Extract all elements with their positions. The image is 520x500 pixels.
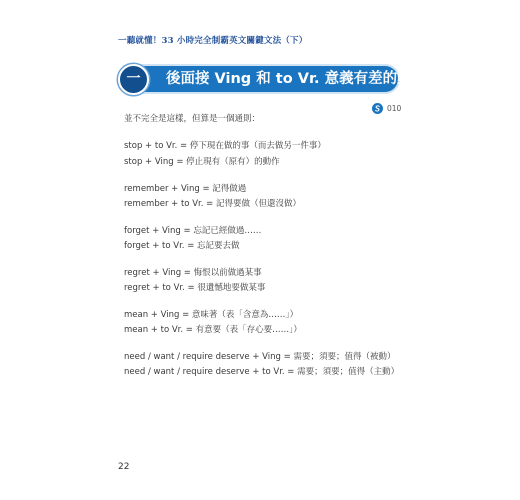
rule-line: mean + Ving = 意味著（表「含意為……」） (124, 310, 299, 320)
audio-track-icon[interactable] (372, 103, 383, 114)
rule-line: stop + Ving = 停止現有（原有）的動作 (124, 157, 280, 167)
rule-line: remember + to Vr. = 記得要做（但還沒做） (124, 199, 301, 209)
rule-line: need / want / require deserve + Ving = 需要；須要；值得（被動） (124, 352, 396, 362)
rule-line: regret + Ving = 悔恨以前做過某事 (124, 268, 262, 278)
intro-text: 並不完全是這樣，但算是一個通則： (124, 114, 261, 124)
section-number-badge: 一 (118, 64, 149, 95)
rule-line: mean + to Vr. = 有意要（表「存心要……」） (124, 325, 302, 335)
rule-line: forget + to Vr. = 忘記要去做 (124, 241, 240, 251)
section-title-pill (128, 66, 427, 92)
audio-track-number: 010 (387, 103, 402, 113)
section-banner (118, 64, 427, 95)
audio-track[interactable] (372, 102, 401, 114)
running-header: 一聽就懂！33 小時完全制霸英文關鍵文法（下） (118, 36, 308, 46)
rule-line: need / want / require deserve + to Vr. = 需要；須要；值得（主動） (124, 367, 400, 377)
rule-line: forget + Ving = 忘記已經做過…… (124, 226, 262, 236)
page-number: 22 (118, 462, 130, 472)
rule-line: stop + to Vr. = 停下現在做的事（而去做另一件事） (124, 141, 326, 151)
rule-line: remember + Ving = 記得做過 (124, 184, 247, 194)
rule-line: regret + to Vr. = 很遺憾地要做某事 (124, 283, 266, 293)
section-title: 後面接 Ving 和 to Vr. 意義有差的動詞 (166, 71, 427, 87)
